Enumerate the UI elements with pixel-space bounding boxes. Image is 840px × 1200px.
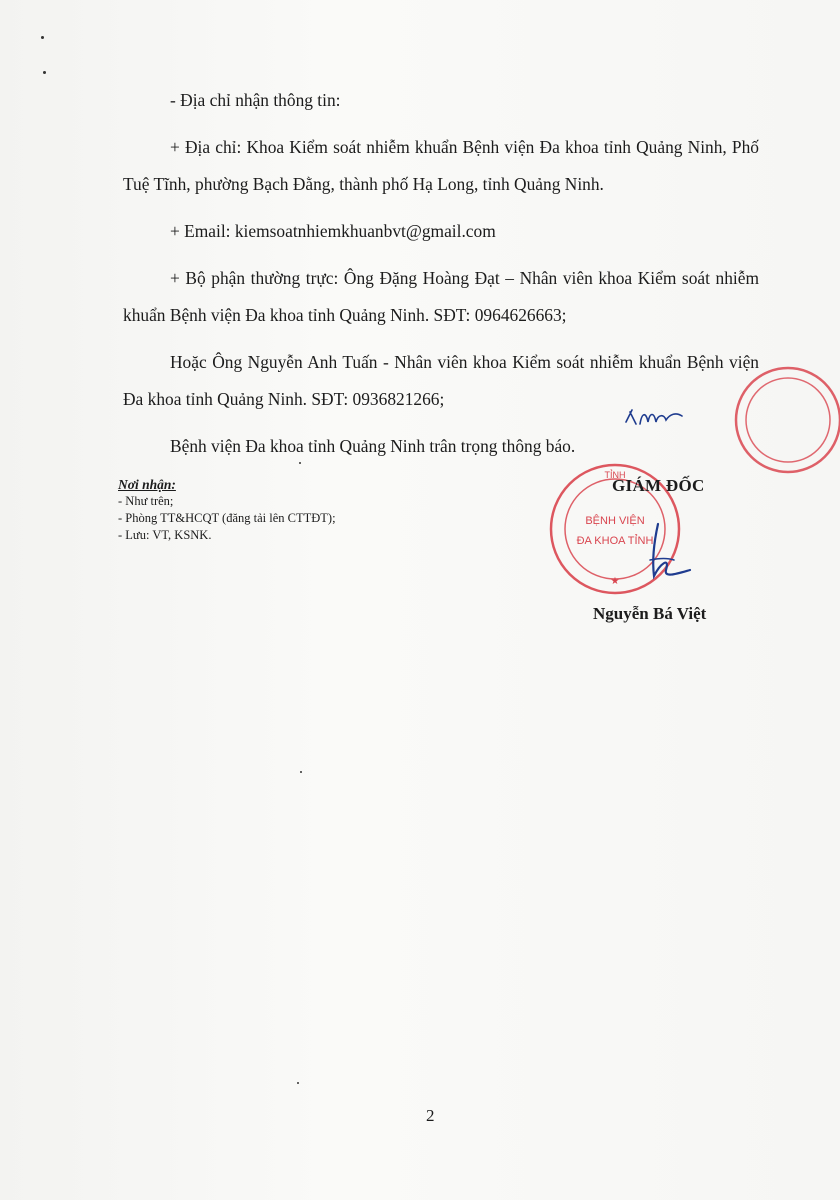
- recipient-item: - Lưu: VT, KSNK.: [118, 528, 212, 542]
- page-number: 2: [426, 1106, 435, 1125]
- paragraph-duty-staff: + Bộ phận thường trực: Ông Đặng Hoàng Đạt – Nhân viên khoa Kiểm soát nhiễm khuẩn Bệnh viện Đa khoa tỉnh Quảng Ninh. SĐT: 0964626663;: [123, 268, 759, 325]
- paragraph-alternate-contact: Hoặc Ông Nguyễn Anh Tuấn - Nhân viên khoa Kiểm soát nhiễm khuẩn Bệnh viện Đa khoa tỉnh Quảng Ninh. SĐT: 0936821266;: [123, 352, 759, 409]
- scan-speck: [43, 71, 46, 74]
- signer-title: GIÁM ĐỐC: [612, 476, 705, 495]
- stamp-arc-text: TỈNH: [604, 470, 626, 480]
- scan-speck: [300, 771, 302, 773]
- paragraph-closing: Bệnh viện Đa khoa tỉnh Quảng Ninh trân trọng thông báo.: [170, 436, 576, 456]
- recipients-block: [118, 476, 336, 544]
- recipients-heading: Nơi nhận:: [118, 477, 176, 492]
- handwritten-initials: [622, 400, 684, 434]
- edge-seal: [718, 360, 840, 475]
- handwritten-signature: [630, 520, 700, 590]
- scan-speck: [297, 1082, 299, 1084]
- recipient-item: - Phòng TT&HCQT (đăng tải lên CTTĐT);: [118, 511, 336, 525]
- paragraph-email: + Email: kiemsoatnhiemkhuanbvt@gmail.com: [170, 221, 496, 241]
- stamp-line-2: ĐA KHOA TỈNH: [576, 535, 654, 547]
- svg-text:★: ★: [610, 576, 620, 587]
- paragraph-address-heading: - Địa chỉ nhận thông tin:: [170, 90, 341, 110]
- paragraph-address: + Địa chỉ: Khoa Kiểm soát nhiễm khuẩn Bệnh viện Đa khoa tỉnh Quảng Ninh, Phố Tuệ Tĩnh, phường Bạch Đằng, thành phố Hạ Long, tỉnh Quảng Ninh.: [123, 137, 759, 194]
- scan-speck: [41, 36, 44, 39]
- stamp-line-1: BỆNH VIỆN: [585, 515, 645, 527]
- recipient-item: - Như trên;: [118, 494, 174, 508]
- signer-name: Nguyễn Bá Việt: [593, 604, 707, 623]
